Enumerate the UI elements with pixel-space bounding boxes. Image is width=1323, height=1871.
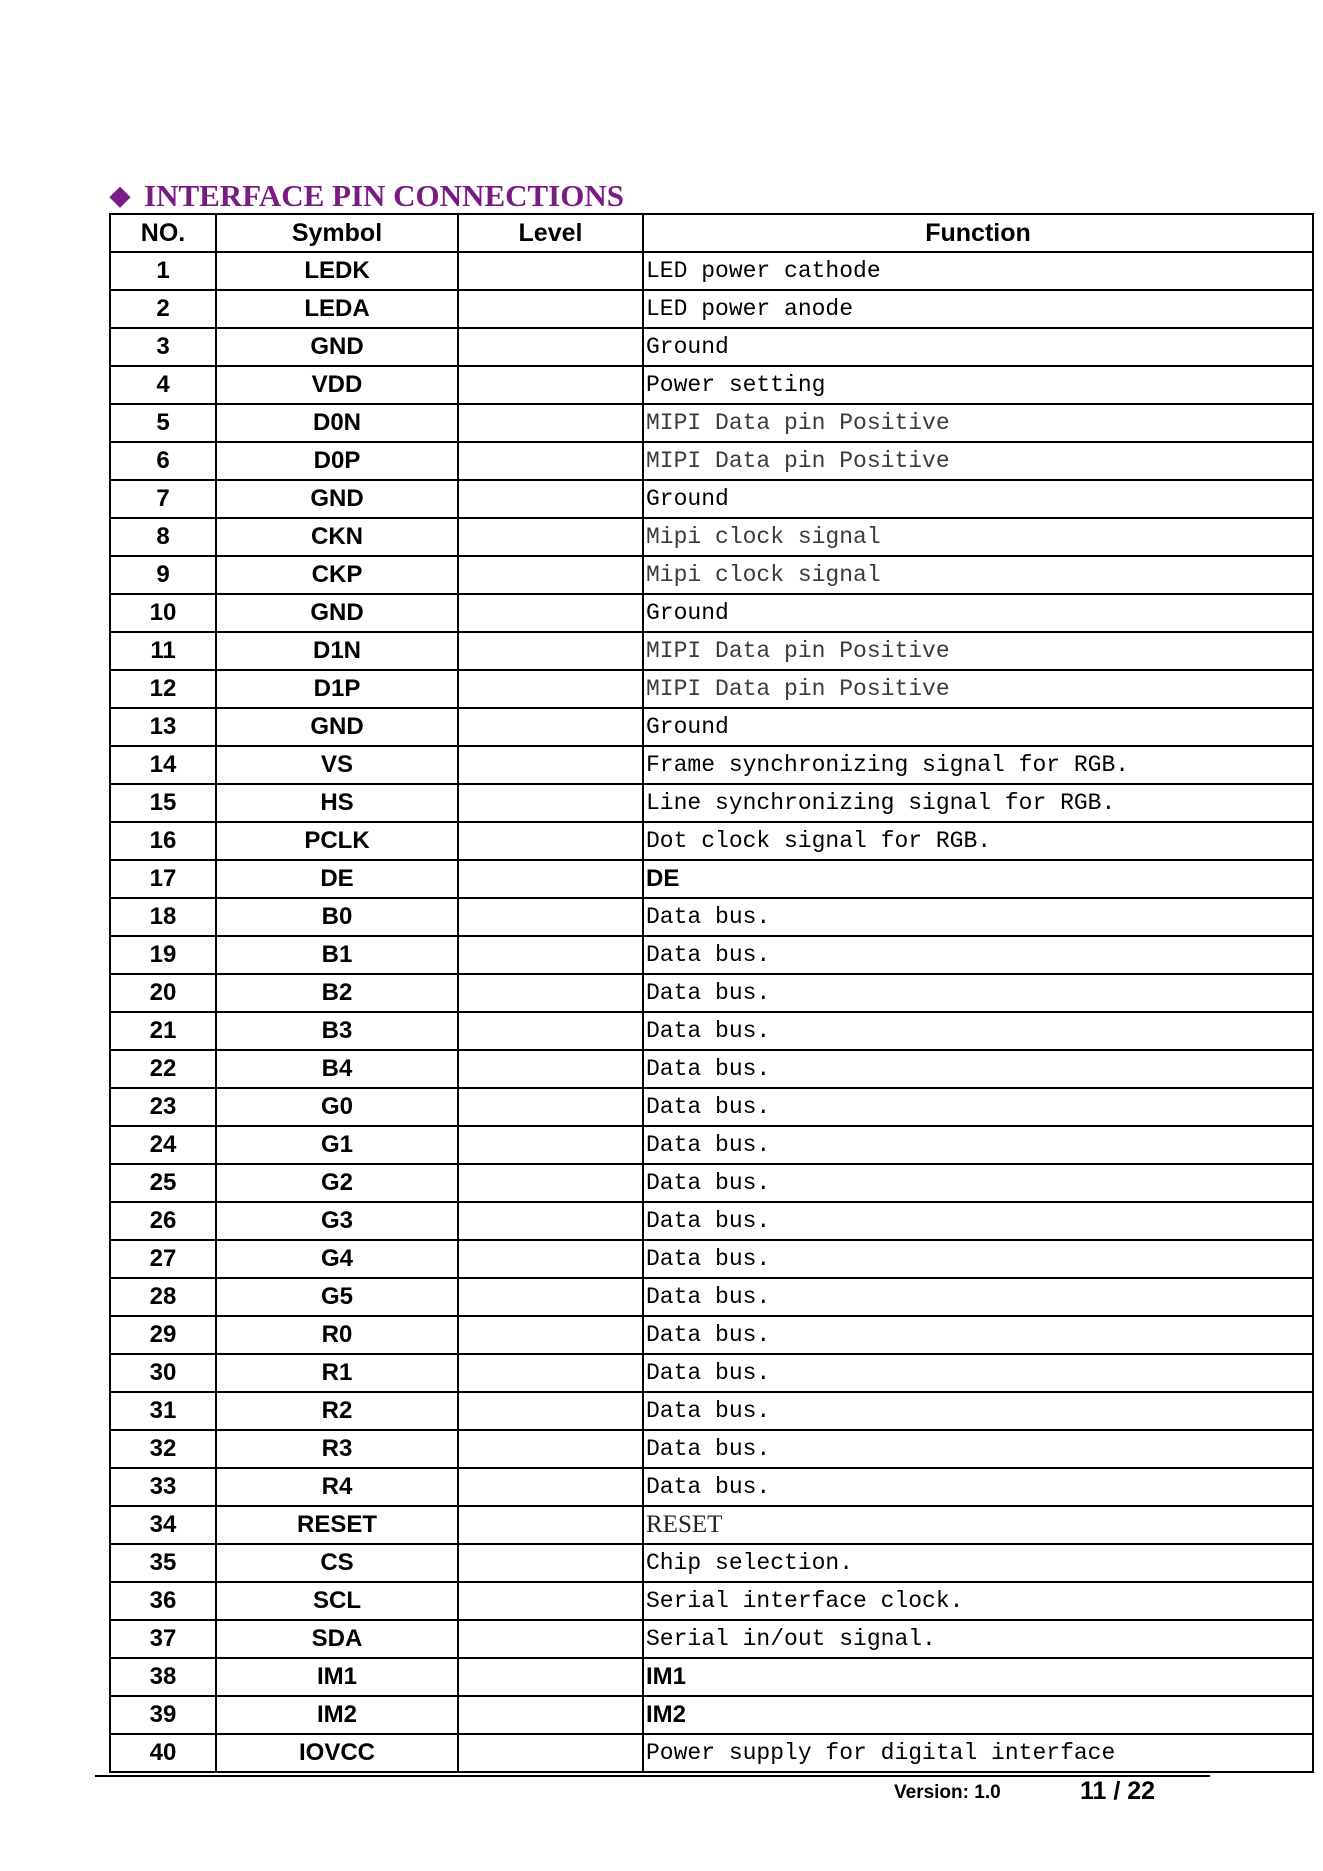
pin-number: 24 [110, 1126, 216, 1164]
pin-level [458, 404, 643, 442]
pin-symbol: IM1 [216, 1658, 458, 1696]
table-row [110, 1126, 1313, 1164]
table-row [110, 784, 1313, 822]
pin-symbol: G0 [216, 1088, 458, 1126]
pin-symbol: IOVCC [216, 1734, 458, 1772]
table-row [110, 1506, 1313, 1544]
pin-number: 6 [110, 442, 216, 480]
table-row [110, 1696, 1313, 1734]
table-row [110, 442, 1313, 480]
pin-function: Power setting [643, 366, 1313, 404]
pin-function: MIPI Data pin Positive [643, 670, 1313, 708]
pin-symbol: R2 [216, 1392, 458, 1430]
pin-function: Data bus. [643, 936, 1313, 974]
pin-level [458, 784, 643, 822]
pin-function: DE [643, 860, 1313, 898]
pin-level [458, 746, 643, 784]
table-row [110, 898, 1313, 936]
pin-number: 30 [110, 1354, 216, 1392]
pin-level [458, 1240, 643, 1278]
table-row [110, 1088, 1313, 1126]
pin-symbol: HS [216, 784, 458, 822]
table-row [110, 822, 1313, 860]
pin-level [458, 1050, 643, 1088]
pin-symbol: IM2 [216, 1696, 458, 1734]
pin-symbol: CKP [216, 556, 458, 594]
pin-number: 39 [110, 1696, 216, 1734]
pin-number: 29 [110, 1316, 216, 1354]
pin-level [458, 1734, 643, 1772]
pin-function: Data bus. [643, 898, 1313, 936]
table-row [110, 1430, 1313, 1468]
pin-level [458, 936, 643, 974]
pin-symbol: VDD [216, 366, 458, 404]
table-header-row [110, 214, 1313, 252]
pin-symbol: D0P [216, 442, 458, 480]
pin-symbol: G5 [216, 1278, 458, 1316]
header-level: Level [458, 214, 643, 252]
pin-level [458, 1316, 643, 1354]
pin-symbol: SDA [216, 1620, 458, 1658]
pin-symbol: R0 [216, 1316, 458, 1354]
pin-number: 34 [110, 1506, 216, 1544]
pin-level [458, 594, 643, 632]
pin-level [458, 1544, 643, 1582]
pin-number: 14 [110, 746, 216, 784]
pin-function: Line synchronizing signal for RGB. [643, 784, 1313, 822]
pin-level [458, 1506, 643, 1544]
pin-function: Data bus. [643, 1240, 1313, 1278]
pin-number: 7 [110, 480, 216, 518]
pin-function: MIPI Data pin Positive [643, 404, 1313, 442]
page-number: 11 / 22 [1080, 1777, 1156, 1805]
pin-function: Data bus. [643, 1430, 1313, 1468]
pin-number: 2 [110, 290, 216, 328]
table-row [110, 518, 1313, 556]
table-row [110, 936, 1313, 974]
pin-symbol: B0 [216, 898, 458, 936]
pin-level [458, 290, 643, 328]
pin-symbol: CS [216, 1544, 458, 1582]
pin-symbol: VS [216, 746, 458, 784]
pin-symbol: CKN [216, 518, 458, 556]
pin-function: Serial in/out signal. [643, 1620, 1313, 1658]
pin-number: 4 [110, 366, 216, 404]
pin-symbol: SCL [216, 1582, 458, 1620]
pin-level [458, 328, 643, 366]
section-title-text: INTERFACE PIN CONNECTIONS [144, 178, 624, 213]
pin-symbol: D1N [216, 632, 458, 670]
table-row [110, 404, 1313, 442]
pin-level [458, 1392, 643, 1430]
pin-symbol: GND [216, 328, 458, 366]
pin-number: 11 [110, 632, 216, 670]
pin-number: 17 [110, 860, 216, 898]
table-row [110, 860, 1313, 898]
pin-function: IM2 [643, 1696, 1313, 1734]
pin-symbol: LEDK [216, 252, 458, 290]
pin-level [458, 708, 643, 746]
pin-symbol: R4 [216, 1468, 458, 1506]
pin-number: 13 [110, 708, 216, 746]
pin-symbol: GND [216, 594, 458, 632]
pin-number: 38 [110, 1658, 216, 1696]
pin-number: 5 [110, 404, 216, 442]
pin-function: Data bus. [643, 1012, 1313, 1050]
pin-level [458, 1278, 643, 1316]
pin-function: Data bus. [643, 974, 1313, 1012]
pin-level [458, 1088, 643, 1126]
pin-function: Data bus. [643, 1278, 1313, 1316]
table-row [110, 632, 1313, 670]
table-row [110, 1050, 1313, 1088]
pin-level [458, 252, 643, 290]
pin-level [458, 670, 643, 708]
pin-level [458, 556, 643, 594]
pin-number: 12 [110, 670, 216, 708]
table-row [110, 480, 1313, 518]
pin-number: 23 [110, 1088, 216, 1126]
pin-number: 26 [110, 1202, 216, 1240]
pin-symbol: LEDA [216, 290, 458, 328]
pin-number: 31 [110, 1392, 216, 1430]
pin-number: 1 [110, 252, 216, 290]
pin-number: 28 [110, 1278, 216, 1316]
pin-function: Ground [643, 328, 1313, 366]
table-row [110, 1658, 1313, 1696]
pin-function: Data bus. [643, 1316, 1313, 1354]
pin-symbol: B1 [216, 936, 458, 974]
header-no: NO. [110, 214, 216, 252]
pin-number: 32 [110, 1430, 216, 1468]
pin-symbol: R1 [216, 1354, 458, 1392]
pin-symbol: GND [216, 480, 458, 518]
table-row [110, 1734, 1313, 1772]
table-row [110, 366, 1313, 404]
table-row [110, 1202, 1313, 1240]
pin-function: Data bus. [643, 1354, 1313, 1392]
pin-function: IM1 [643, 1658, 1313, 1696]
table-body [110, 252, 1313, 1772]
pin-function: Data bus. [643, 1088, 1313, 1126]
pin-level [458, 898, 643, 936]
pin-number: 25 [110, 1164, 216, 1202]
pin-number: 35 [110, 1544, 216, 1582]
pin-level [458, 1202, 643, 1240]
pin-symbol: DE [216, 860, 458, 898]
pin-function: Data bus. [643, 1126, 1313, 1164]
pin-symbol: RESET [216, 1506, 458, 1544]
pin-function: Chip selection. [643, 1544, 1313, 1582]
table-row [110, 290, 1313, 328]
pin-number: 10 [110, 594, 216, 632]
pin-number: 27 [110, 1240, 216, 1278]
pin-function: Power supply for digital interface [643, 1734, 1313, 1772]
pin-level [458, 1012, 643, 1050]
section-title [110, 178, 624, 214]
table-row [110, 670, 1313, 708]
pin-level [458, 1696, 643, 1734]
table-row [110, 1468, 1313, 1506]
table-row [110, 746, 1313, 784]
pin-number: 22 [110, 1050, 216, 1088]
table-row [110, 252, 1313, 290]
table-row [110, 1240, 1313, 1278]
pin-symbol: G1 [216, 1126, 458, 1164]
diamond-bullet-icon: ◆ [110, 181, 130, 210]
pin-number: 40 [110, 1734, 216, 1772]
table-row [110, 328, 1313, 366]
table-row [110, 1164, 1313, 1202]
pin-level [458, 632, 643, 670]
pin-symbol: B4 [216, 1050, 458, 1088]
pin-function: Data bus. [643, 1468, 1313, 1506]
table-row [110, 1354, 1313, 1392]
table-row [110, 594, 1313, 632]
pin-number: 19 [110, 936, 216, 974]
pin-level [458, 822, 643, 860]
pin-number: 20 [110, 974, 216, 1012]
table-row [110, 1544, 1313, 1582]
pin-level [458, 480, 643, 518]
table-row [110, 974, 1313, 1012]
pin-number: 9 [110, 556, 216, 594]
pin-level [458, 1658, 643, 1696]
pin-function: LED power anode [643, 290, 1313, 328]
pin-symbol: G3 [216, 1202, 458, 1240]
pin-level [458, 1582, 643, 1620]
pin-level [458, 1164, 643, 1202]
pin-number: 33 [110, 1468, 216, 1506]
pin-symbol: PCLK [216, 822, 458, 860]
pin-symbol: D1P [216, 670, 458, 708]
pin-function: Mipi clock signal [643, 556, 1313, 594]
pin-symbol: GND [216, 708, 458, 746]
header-symbol: Symbol [216, 214, 458, 252]
pin-number: 21 [110, 1012, 216, 1050]
pin-level [458, 1126, 643, 1164]
pin-function: Data bus. [643, 1392, 1313, 1430]
pin-function: Mipi clock signal [643, 518, 1313, 556]
pin-number: 36 [110, 1582, 216, 1620]
header-function: Function [643, 214, 1313, 252]
pin-function: Data bus. [643, 1050, 1313, 1088]
pin-function: Frame synchronizing signal for RGB. [643, 746, 1313, 784]
table-row [110, 1582, 1313, 1620]
pin-function: MIPI Data pin Positive [643, 442, 1313, 480]
pin-function: Ground [643, 480, 1313, 518]
pin-function: Serial interface clock. [643, 1582, 1313, 1620]
pin-number: 15 [110, 784, 216, 822]
pin-symbol: D0N [216, 404, 458, 442]
pin-number: 3 [110, 328, 216, 366]
pin-connections-table [109, 213, 1314, 1773]
table-row [110, 556, 1313, 594]
version-label: Version: 1.0 [894, 1782, 1001, 1803]
pin-symbol: B2 [216, 974, 458, 1012]
footer-divider [95, 1775, 1210, 1777]
table-row [110, 1620, 1313, 1658]
pin-level [458, 1430, 643, 1468]
pin-symbol: B3 [216, 1012, 458, 1050]
pin-number: 18 [110, 898, 216, 936]
pin-function: Ground [643, 708, 1313, 746]
pin-level [458, 366, 643, 404]
table-row [110, 708, 1313, 746]
pin-symbol: G2 [216, 1164, 458, 1202]
pin-symbol: R3 [216, 1430, 458, 1468]
pin-level [458, 860, 643, 898]
pin-level [458, 1620, 643, 1658]
pin-level [458, 518, 643, 556]
pin-level [458, 442, 643, 480]
table-row [110, 1012, 1313, 1050]
pin-function: Ground [643, 594, 1313, 632]
pin-level [458, 1354, 643, 1392]
pin-symbol: G4 [216, 1240, 458, 1278]
pin-number: 37 [110, 1620, 216, 1658]
pin-function: LED power cathode [643, 252, 1313, 290]
pin-function: Dot clock signal for RGB. [643, 822, 1313, 860]
pin-function: Data bus. [643, 1164, 1313, 1202]
table-row [110, 1278, 1313, 1316]
table-row [110, 1316, 1313, 1354]
pin-level [458, 974, 643, 1012]
table-row [110, 1392, 1313, 1430]
pin-function: MIPI Data pin Positive [643, 632, 1313, 670]
pin-function: RESET [643, 1506, 1313, 1544]
pin-number: 16 [110, 822, 216, 860]
pin-number: 8 [110, 518, 216, 556]
pin-level [458, 1468, 643, 1506]
pin-function: Data bus. [643, 1202, 1313, 1240]
